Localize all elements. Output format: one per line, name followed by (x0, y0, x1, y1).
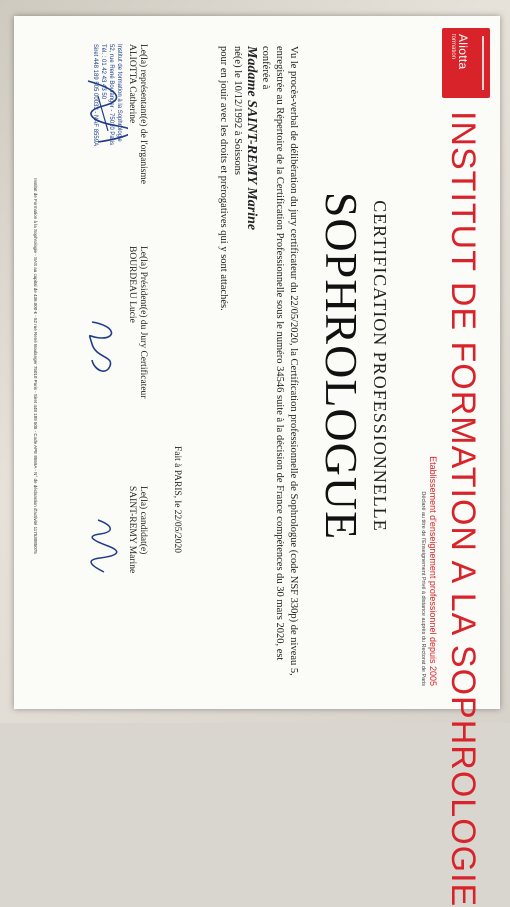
institute-title: INSTITUT DE FORMATION A LA SOPHROLOGIE (444, 111, 482, 907)
aliotta-logo (442, 28, 490, 98)
logo-subtext: formation (450, 34, 456, 60)
logo-text: Aliotta (456, 34, 470, 70)
org-signatory (126, 44, 148, 184)
legal-footer: Institut de Formation à la Sophrologie - SAS au capital de 436.000 € - 52 rue René Boulanger 75010 Paris - Siret 448 189 505 - Code APE 8559A - N° de déclaration d'activité 11753085075 (33, 178, 38, 554)
certificate-body (216, 46, 300, 686)
diploma-title: SOPHROLOGUE (316, 191, 367, 541)
closing-line: pour en jouir avec les droits et prérogatives qui y sont attachés. (218, 46, 229, 311)
established-line: Etablissement d'enseignement professionnel depuis 2005 (428, 456, 438, 686)
president-signatory (126, 246, 148, 398)
candidate-name: SAINT-REMY Marine (127, 486, 137, 574)
org-role: Le(la) représentant(e) de l'organisme (138, 44, 148, 185)
stamp-line-4: Siret 448 189 505 00033 - NAF 8559A (92, 44, 98, 147)
recipient-name: Madame SAINT-REMY Marine (244, 46, 259, 231)
president-role: Le(la) Président(e) du Jury Certificateur (138, 246, 148, 399)
certificate-paper (14, 16, 500, 907)
place-date: Fait à PARIS, le 22/05/2020 (172, 446, 182, 554)
org-signature (83, 76, 128, 146)
org-name: ALIOTTA Catherine (127, 44, 137, 124)
stamp-line-1: Institut de formation à la Sophrologie (116, 44, 122, 142)
candidate-role: Le(la) candidat(e) (138, 486, 148, 555)
decision-paragraph: Vu le procès-verbal de délibération du jury certificateur du 22/05/2020, la Certification professionnelle de Sophrologue (code NSF 330p) de niveau 5, enregistrée au Répertoire de la Certification Professionnelle sous le numéro 34546 suite à la décision de France compétences du 30 mars 2020, est conférée à (260, 46, 299, 676)
candidate-signatory (126, 486, 148, 573)
president-name: BOURDEAU Lucie (127, 246, 137, 323)
logo-bar (482, 36, 484, 90)
certification-heading: CERTIFICATION PROFESSIONNELLE (370, 200, 390, 532)
birth-line: né(e) le 10/12/1992 à Soissons (232, 46, 243, 175)
stamp-line-2: 52, rue René Boulanger - 75010 Paris (108, 44, 114, 146)
certificate-rotated-content (14, 16, 500, 907)
candidate-signature (86, 516, 122, 576)
stamp-line-3: Tél. : 01 42 43 43 50 (100, 44, 106, 100)
president-signature (86, 316, 122, 376)
registration-line: Déclaré au titre de l'Enseignement Privé à distance auprès du Rectorat de Paris (420, 491, 426, 686)
